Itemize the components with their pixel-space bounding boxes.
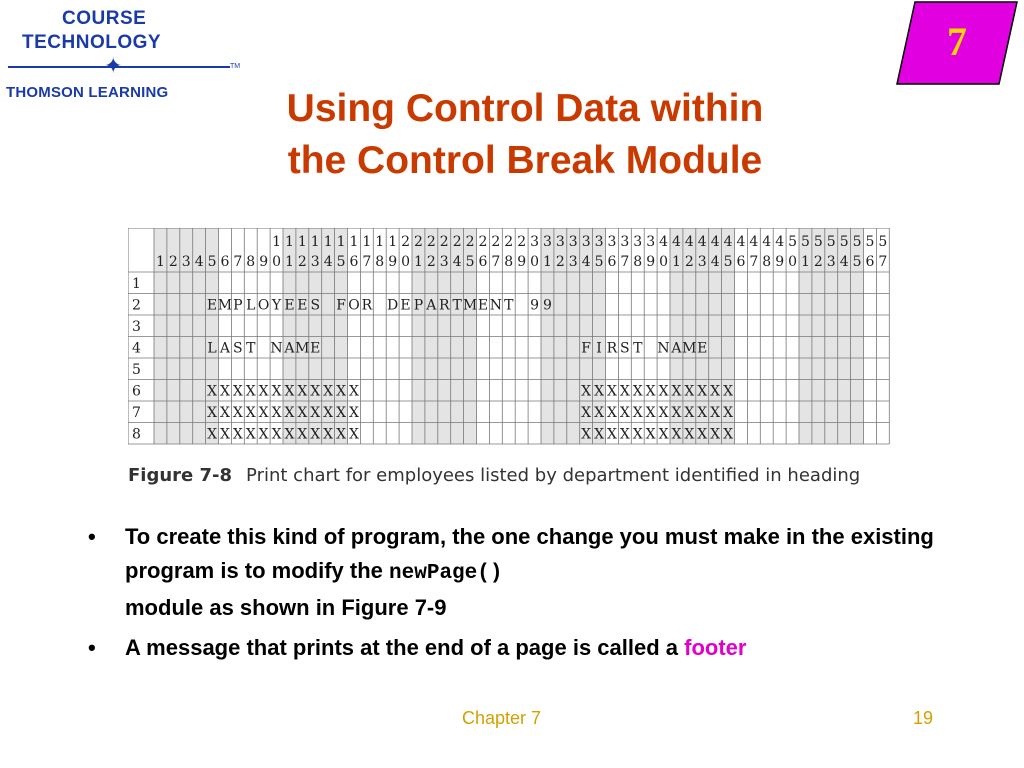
chart-cell-char: M [462,297,478,314]
chart-cell-char: X [723,405,734,421]
chart-cell-char: X [258,426,269,443]
chart-cell-char: X [710,405,721,421]
chart-header-digit: 1 [388,234,398,250]
chart-header-digit: 3 [633,234,643,250]
chart-row-label: 3 [132,319,141,335]
chart-header-digit: 1 [542,254,552,270]
chart-header-digit: 4 [723,234,733,250]
chart-header-digit: 2 [555,254,565,270]
chart-cell-char: S [310,297,321,314]
chart-cell-char: X [684,405,695,421]
chart-cell-char: X [310,405,321,421]
chart-row-label: 6 [132,383,141,400]
chart-cell-char: X [219,426,230,443]
logo-trademark: TM [230,63,241,70]
chart-header-digit: 2 [413,234,423,250]
chart-cell-char: X [632,405,643,421]
chart-cell-char: X [581,426,592,443]
chart-cell-char: X [671,405,682,421]
chart-header-digit: 2 [684,254,694,270]
chart-header-digit: 2 [426,254,436,270]
chart-header-digit: 4 [697,234,707,250]
chart-cell-char: X [323,405,334,421]
chart-header-digit: 6 [736,254,746,270]
chart-cell-char: X [619,383,630,400]
chart-cell-char: X [207,426,218,443]
chart-header-digit: 1 [362,234,372,250]
chart-header-digit: 4 [194,254,204,270]
chart-header-digit: 6 [349,254,359,270]
chart-cell-char: X [232,383,243,400]
chart-cell-char: E [477,297,489,314]
chapter-badge-number: 7 [947,19,967,64]
chart-cell-char: F [336,297,346,314]
chart-cell-char: A [284,340,295,357]
chart-cell-char: X [632,383,643,400]
chart-header-digit: 8 [504,254,514,270]
chart-cell-char: O [348,297,360,314]
chart-cell-char: X [284,426,295,443]
bullet-text: A message that prints at the end of a page is called a [125,635,685,660]
chart-cell-char: E [206,297,218,314]
chart-cell-char: X [645,426,656,443]
chart-cell-char: X [645,383,656,400]
chart-cell-char: L [207,340,217,357]
chart-cell-char: X [207,383,218,400]
footer-page-number: 19 [913,708,934,728]
chart-header-digit: 3 [439,254,449,270]
chart-header-digit: 3 [826,254,836,270]
chart-cell-char: X [219,405,230,421]
chart-header-digit: 2 [478,234,488,250]
chart-header-digit: 4 [762,234,772,250]
chart-cell-char: X [271,405,282,421]
chart-row-label: 2 [132,297,141,314]
chart-cell-char: X [219,383,230,400]
chart-cell-char: M [217,297,233,314]
chart-header-digit: 3 [568,254,578,270]
chart-cell-char: X [310,426,321,443]
chart-header-digit: 4 [839,254,849,270]
chart-cell-char: X [245,426,256,443]
chart-header-digit: 3 [581,234,591,250]
chart-cell-char: T [452,297,462,314]
chart-cell-char: X [606,426,617,443]
chart-header-digit: 3 [594,234,604,250]
chart-cell-char: X [594,426,605,443]
chart-cell-char: X [606,405,617,421]
chart-cell-char: E [297,297,308,314]
chart-header-digit: 0 [659,254,669,270]
chart-header-digit: 2 [452,234,462,250]
chart-cell-char: X [606,383,617,400]
chart-header-digit: 0 [788,254,798,270]
chart-header-digit: 8 [762,254,772,270]
chart-cell-char: X [697,426,708,443]
chart-header-digit: 4 [684,234,694,250]
chart-header-digit: 3 [646,234,656,250]
chart-cell-char: P [413,297,424,314]
chart-cell-char: I [596,340,602,357]
chart-header-digit: 5 [207,254,217,270]
chart-cell-char: N [489,297,502,314]
chart-cell-char: X [310,383,321,400]
chart-cell-char: S [620,340,630,357]
chart-header-digit: 5 [878,234,888,250]
chart-cell-char: X [619,426,630,443]
chart-cell-char: X [710,383,721,400]
chart-header-digit: 2 [813,254,823,270]
chart-header-digit: 5 [839,234,849,250]
chart-cell-char: M [682,340,697,357]
chart-cell-char: A [426,297,437,314]
bullet-item [88,631,948,665]
chart-header-digit: 4 [710,234,720,250]
chart-cell-char: X [658,405,669,421]
chart-header-digit: 5 [826,234,836,250]
chart-cell-char: P [233,297,243,314]
chart-cell-char: X [336,405,347,421]
chart-cell-char: N [270,340,283,357]
chart-header-digit: 9 [388,254,398,270]
chart-header-digit: 7 [878,254,888,270]
chart-cell-char: X [581,405,592,421]
chart-header-digit: 1 [349,234,359,250]
figure-caption-text: Print chart for employees listed by department identified in heading [246,465,861,486]
chart-header-digit: 1 [336,234,346,250]
chart-cell-char: X [581,383,592,400]
chart-header-digit: 9 [775,254,785,270]
chart-header-digit: 3 [181,254,191,270]
chart-cell-char: X [245,383,256,400]
chart-header-digit: 2 [401,234,411,250]
chart-cell-char: E [400,297,411,314]
highlighted-term: footer [684,635,747,660]
chart-header-digit: 5 [788,234,798,250]
chart-header-digit: 5 [852,254,862,270]
chart-header-digit: 8 [633,254,643,270]
chart-cell-char: X [232,405,243,421]
figure-number: Figure 7-8 [128,465,233,486]
chart-header-digit: 5 [465,254,475,270]
chart-header-digit: 3 [697,254,707,270]
chart-cell-char: 9 [542,297,552,314]
chart-cell-char: X [297,383,308,400]
bullet-text: To create this kind of program, the one change you must make in the existing program is to modify the [125,524,934,583]
chart-cell-char: X [271,426,282,443]
chart-cell-char: E [697,340,708,357]
chart-header-digit: 9 [517,254,527,270]
chart-header-digit: 7 [362,254,372,270]
chart-header-digit: 4 [775,234,785,250]
chart-cell-char: F [581,340,592,357]
print-chart [128,228,894,448]
chart-header-digit: 4 [710,254,720,270]
chart-header-digit: 1 [310,234,320,250]
chart-header-digit: 2 [439,234,449,250]
chapter-badge [895,0,1019,86]
chart-cell-char: X [710,426,721,443]
chart-row-label: 5 [132,362,141,378]
chart-cell-char: T [504,297,514,314]
chart-cell-char: R [606,340,618,357]
chart-header-digit: 3 [310,254,320,270]
chart-header-digit: 4 [659,234,669,250]
chart-cell-char: X [336,426,347,443]
slide-title-line-1: Using Control Data within [286,87,764,130]
chart-cell-char: E [284,297,295,314]
chart-header-digit: 4 [323,254,333,270]
chart-header-digit: 2 [426,234,436,250]
slide-title-line-2: the Control Break Module [287,139,763,182]
chart-header-digit: 1 [323,234,333,250]
chart-cell-char: A [219,340,231,357]
chart-header-digit: 5 [852,234,862,250]
chart-cell-char: S [233,340,243,357]
chart-header-digit: 9 [259,254,269,270]
chart-cell-char: X [645,405,656,421]
bullet-icon: • [88,635,96,660]
chart-header-digit: 7 [620,254,630,270]
chart-cell-char: D [387,297,399,314]
chart-cell-char: O [257,297,270,314]
chart-cell-char: X [323,383,334,400]
chart-cell-char: X [207,405,218,421]
chart-cell-char: X [271,383,282,400]
chart-header-digit: 4 [736,234,746,250]
chart-cell-char: X [671,426,682,443]
chart-header-digit: 3 [620,234,630,250]
chart-header-digit: 3 [555,234,565,250]
chart-cell-char: X [297,405,308,421]
chart-cell-char: X [284,383,295,400]
chart-header-digit: 8 [246,254,256,270]
chart-header-digit: 1 [284,254,294,270]
chart-cell-char: X [658,426,669,443]
chart-header-digit: 5 [865,234,875,250]
chart-cell-char: T [633,340,643,357]
bullet-item [88,520,948,625]
figure-caption [128,465,860,486]
chart-row-label: 1 [132,276,141,292]
chart-cell-char: R [361,297,373,314]
chart-cell-char: X [684,383,695,400]
bullet-text-continued: module as shown in Figure 7-9 [125,595,447,620]
chart-header-digit: 2 [168,254,178,270]
slide-title [190,83,860,187]
chart-header-digit: 3 [530,234,540,250]
chart-cell-char: X [632,426,643,443]
logo-star-icon: ✦ [104,54,123,79]
chart-header-digit: 1 [284,234,294,250]
chart-cell-char: X [284,405,295,421]
chart-header-digit: 1 [413,254,423,270]
chart-header-digit: 3 [568,234,578,250]
chart-cell-char: T [246,340,256,357]
chart-header-digit: 0 [272,254,282,270]
chart-cell-char: N [657,340,670,357]
chart-cell-char: X [697,405,708,421]
chart-header-digit: 4 [581,254,591,270]
chart-cell-char: X [323,426,334,443]
footer-chapter: Chapter 7 [462,708,542,728]
chart-cell-char: X [258,383,269,400]
chart-cell-char: X [258,405,269,421]
chart-header-digit: 7 [491,254,501,270]
logo-line-1: COURSE [62,8,147,29]
chart-cell-char: X [348,383,359,400]
chart-header-digit: 5 [723,254,733,270]
chart-header-digit: 4 [452,254,462,270]
chart-header-digit: 1 [155,254,165,270]
chart-header-digit: 3 [542,234,552,250]
code-snippet: newPage() [389,562,503,585]
chart-header-digit: 6 [220,254,230,270]
chart-cell-char: 9 [530,297,540,314]
chart-header-digit: 3 [607,234,617,250]
logo-line-3: THOMSON LEARNING [6,84,169,101]
chart-header-digit: 2 [297,254,307,270]
chart-cell-char: X [723,426,734,443]
chart-row-label: 8 [132,426,141,443]
chart-header-digit: 2 [517,234,527,250]
chart-header-digit: 2 [491,234,501,250]
chart-cell-char: X [348,426,359,443]
chart-cell-char: X [232,426,243,443]
chart-header-digit: 9 [646,254,656,270]
chart-cell-char: X [619,405,630,421]
chart-header-digit: 7 [233,254,243,270]
chart-cell-char: X [336,383,347,400]
chart-cell-char: X [297,426,308,443]
bullet-list [88,520,948,671]
chart-cell-char: L [246,297,256,314]
chart-header-digit: 5 [336,254,346,270]
chart-cell-char: R [438,297,450,314]
chart-header-digit: 5 [800,234,810,250]
chart-cell-char: Y [271,297,282,314]
chart-header-digit: 0 [530,254,540,270]
chart-header-digit: 1 [375,234,385,250]
chart-header-digit: 4 [749,234,759,250]
chart-cell-char: X [684,426,695,443]
chart-header-digit: 1 [671,254,681,270]
bullet-icon: • [88,524,96,549]
chart-header-digit: 8 [375,254,385,270]
print-chart-figure [128,228,894,453]
chart-header-digit: 5 [594,254,604,270]
chart-header-digit: 7 [749,254,759,270]
chart-header-digit: 6 [607,254,617,270]
chart-cell-char: X [658,383,669,400]
chart-header-digit: 6 [865,254,875,270]
logo-line-2: TECHNOLOGY [22,32,162,53]
chart-header-digit: 1 [800,254,810,270]
chart-cell-char: X [594,405,605,421]
chart-cell-char: E [310,340,321,357]
chart-header-digit: 2 [504,234,514,250]
chart-header-digit: 5 [813,234,823,250]
chart-header-digit: 4 [671,234,681,250]
chart-cell-char: M [295,340,310,357]
chart-cell-char: A [671,340,682,357]
chart-header-digit: 1 [272,234,282,250]
chart-cell-char: X [697,383,708,400]
chart-header-digit: 6 [478,254,488,270]
chart-cell-char: X [594,383,605,400]
chart-header-digit: 0 [401,254,411,270]
chart-cell-char: X [245,405,256,421]
chart-header-digit: 1 [297,234,307,250]
chart-cell-char: X [671,383,682,400]
chart-cell-char: X [723,383,734,400]
chart-header-digit: 2 [465,234,475,250]
chart-row-label: 4 [132,340,141,357]
chart-cell-char: X [348,405,359,421]
chart-row-label: 7 [132,405,141,421]
